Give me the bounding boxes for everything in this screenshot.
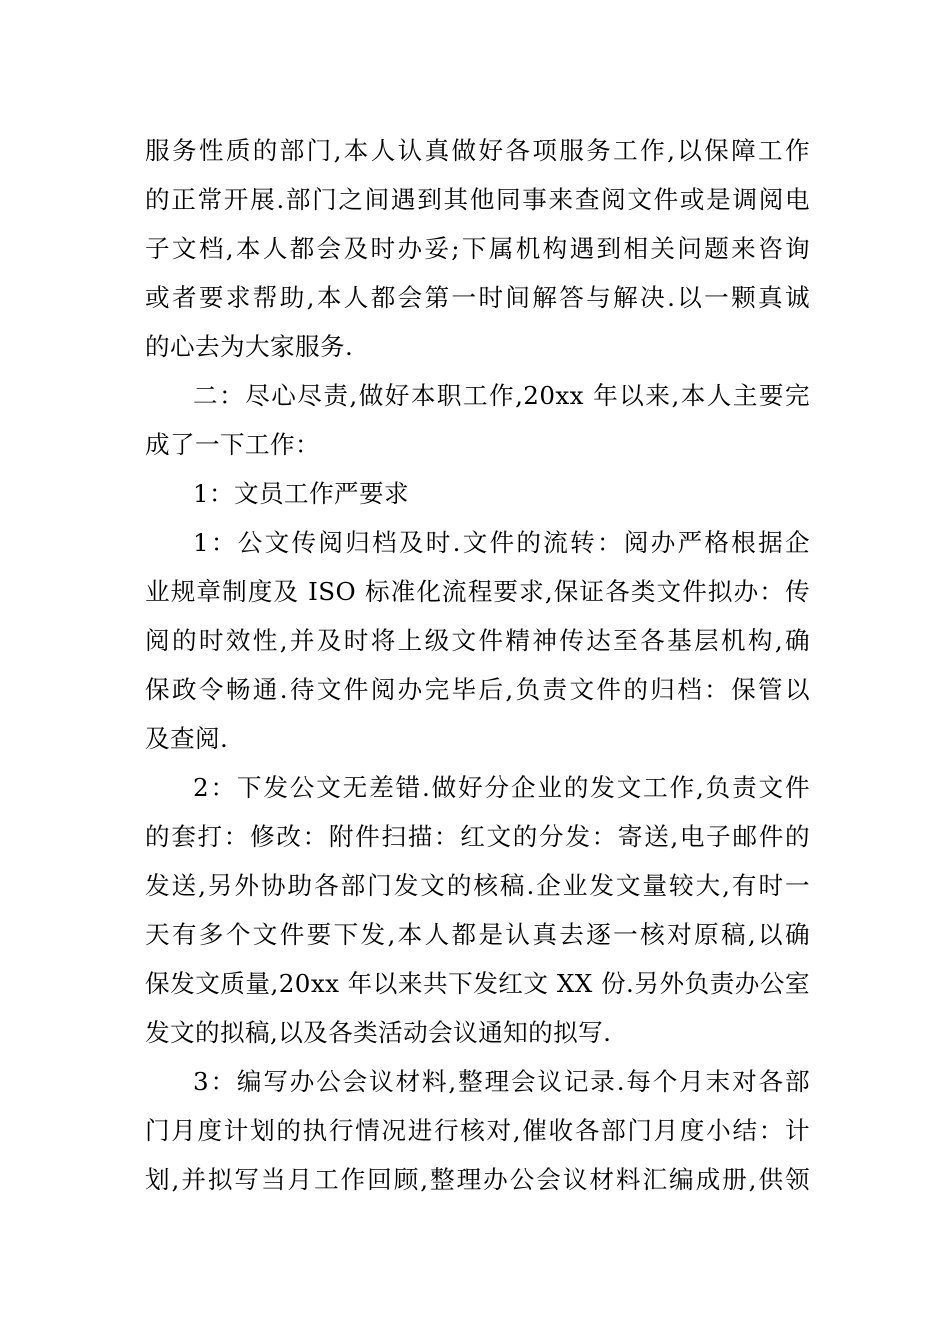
text-line: 的套打：修改：附件扫描：红文的分发：寄送,电子邮件的: [145, 822, 810, 851]
text-line: 保政令畅通.待文件阅办完毕后,负责文件的归档：保管以: [145, 675, 810, 704]
text-line: 的正常开展.部门之间遇到其他同事来查阅文件或是调阅电: [145, 185, 810, 214]
document-body: [145, 126, 810, 1204]
text-line: 或者要求帮助,本人都会第一时间解答与解决.以一颗真诚: [145, 283, 810, 312]
text-line: 划,并拟写当月工作回顾,整理办公会议材料汇编成册,供领: [145, 1165, 810, 1194]
text-line: 发送,另外协助各部门发文的核稿.企业发文量较大,有时一: [145, 871, 810, 900]
text-line: 保发文质量,20xx 年以来共下发红文 XX 份.另外负责办公室: [145, 969, 810, 998]
text-line: 天有多个文件要下发,本人都是认真去逐一核对原稿,以确: [145, 920, 810, 949]
text-line: 门月度计划的执行情况进行核对,催收各部门月度小结：计: [145, 1116, 810, 1145]
text-line: 3：编写办公会议材料,整理会议记录.每个月末对各部: [193, 1067, 810, 1096]
text-line: 业规章制度及 ISO 标准化流程要求,保证各类文件拟办：传: [145, 577, 810, 606]
text-line: 成了一下工作：: [145, 430, 320, 459]
text-line: 二：尽心尽责,做好本职工作,20xx 年以来,本人主要完: [193, 381, 810, 410]
text-line: 及查阅.: [145, 724, 229, 753]
text-line: 子文档,本人都会及时办妥;下属机构遇到相关问题来咨询: [145, 234, 810, 263]
text-line: 2：下发公文无差错.做好分企业的发文工作,负责文件: [193, 773, 810, 802]
text-line: 服务性质的部门,本人认真做好各项服务工作,以保障工作: [145, 136, 810, 165]
text-line: 的心去为大家服务.: [145, 332, 354, 361]
text-line: 阅的时效性,并及时将上级文件精神传达至各基层机构,确: [145, 626, 810, 655]
text-line: 1：公文传阅归档及时.文件的流转：阅办严格根据企: [193, 528, 810, 557]
text-line: 发文的拟稿,以及各类活动会议通知的拟写.: [145, 1018, 612, 1047]
text-line: 1：文员工作严要求: [193, 479, 409, 508]
